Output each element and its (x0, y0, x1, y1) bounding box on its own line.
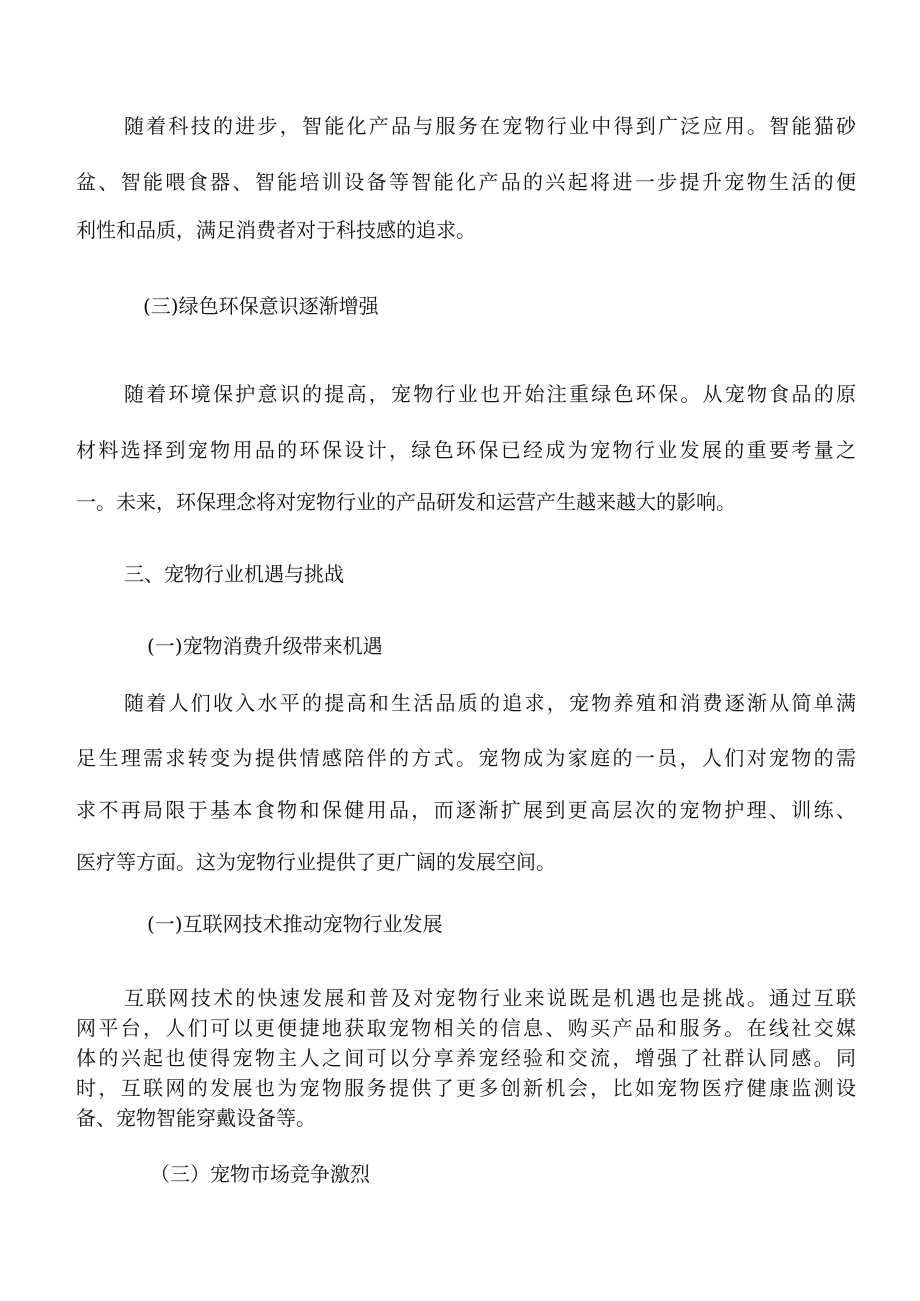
section-heading-market-competition: （三）宠物市场竞争激烈 (150, 1162, 370, 1186)
paragraph-2-line-1: 随着环境保护意识的提高，宠物行业也开始注重绿色环保。从宠物食品的原 (124, 382, 856, 406)
paragraph-1-line-3: 利性和品质，满足消费者对于科技感的追求。 (76, 218, 476, 242)
paragraph-4-line-2: 网平台，人们可以更便捷地获取宠物相关的信息、购买产品和服务。在线社交媒 (76, 1016, 856, 1040)
paragraph-2-line-2: 材料选择到宠物用品的环保设计，绿色环保已经成为宠物行业发展的重要考量之 (76, 438, 856, 462)
paragraph-3-line-1: 随着人们收入水平的提高和生活品质的追求，宠物养殖和消费逐渐从简单满 (124, 691, 856, 715)
paragraph-3-line-4: 医疗等方面。这为宠物行业提供了更广阔的发展空间。 (76, 850, 556, 874)
paragraph-2-line-3: 一。未来，环保理念将对宠物行业的产品研发和运营产生越来越大的影响。 (76, 490, 736, 514)
paragraph-4-line-5: 备、宠物智能穿戴设备等。 (76, 1106, 316, 1130)
paragraph-4-line-1: 互联网技术的快速发展和普及对宠物行业来说既是机遇也是挑战。通过互联 (124, 986, 856, 1010)
section-heading-consumption-upgrade: (一)宠物消费升级带来机遇 (147, 634, 383, 658)
paragraph-4-line-4: 时，互联网的发展也为宠物服务提供了更多创新机会，比如宠物医疗健康监测设 (76, 1076, 856, 1100)
chapter-heading-opportunities-challenges: 三、宠物行业机遇与挑战 (124, 562, 344, 586)
paragraph-1-line-1: 随着科技的进步，智能化产品与服务在宠物行业中得到广泛应用。智能猫砂 (124, 114, 856, 138)
paragraph-3-line-2: 足生理需求转变为提供情感陪伴的方式。宠物成为家庭的一员，人们对宠物的需 (76, 746, 856, 770)
paragraph-3-line-3: 求不再局限于基本食物和保健用品，而逐渐扩展到更高层次的宠物护理、训练、 (76, 798, 856, 822)
section-heading-green-awareness: (三)绿色环保意识逐渐增强 (143, 294, 379, 318)
paragraph-1-line-2: 盆、智能喂食器、智能培训设备等智能化产品的兴起将进一步提升宠物生活的便 (76, 170, 856, 194)
section-heading-internet-technology: (一)互联网技术推动宠物行业发展 (147, 912, 443, 936)
paragraph-4-line-3: 体的兴起也使得宠物主人之间可以分享养宠经验和交流，增强了社群认同感。同 (76, 1046, 856, 1070)
